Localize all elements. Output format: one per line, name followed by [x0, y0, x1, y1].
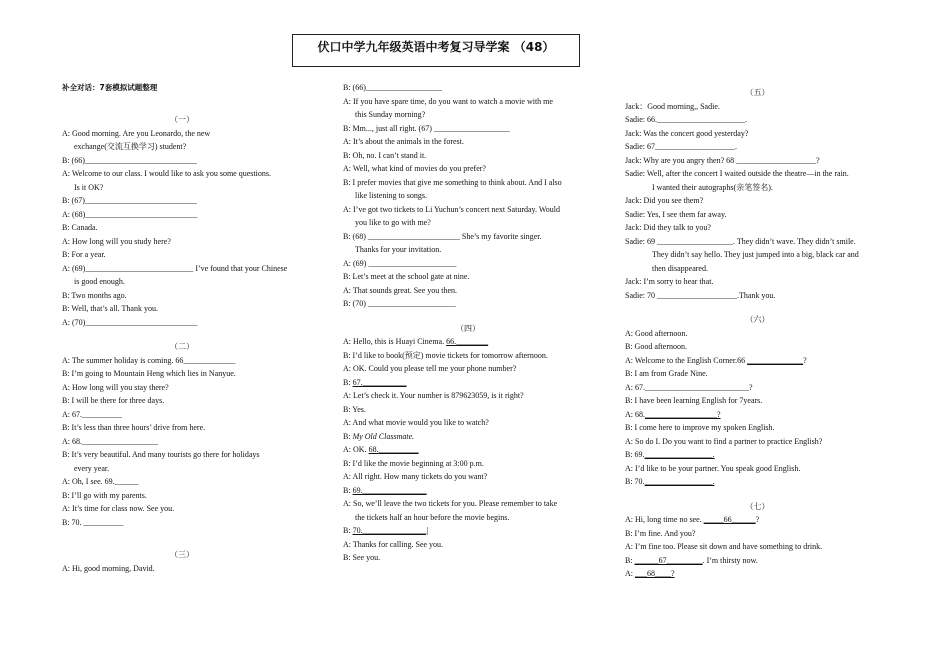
dialogue-line: B: ______67_________. I’m thirsty now. [625, 555, 758, 565]
dialogue-line: Jack: Was the concert good yesterday? [625, 128, 749, 138]
dialogue-line: Jack: Did they talk to you? [625, 223, 711, 232]
dialogue-line: I wanted their autographs(亲笔签名). [652, 182, 773, 192]
dialogue-line: B: (67)____________________________ [62, 196, 197, 205]
dialogue-line: A: Welcome to the English Corner.66 ______________? [625, 355, 807, 365]
dialogue-line: A: (69) ______________________ [343, 258, 457, 268]
dialogue-line: is good enough. [74, 277, 125, 286]
dialogue-line: Thanks for your invitation. [355, 245, 442, 254]
dialogue-line: B: Canada. [62, 223, 98, 232]
dialogue-line: Jack: Why are you angry then? 68 ____________________? [625, 155, 820, 165]
dialogue-line: Jack: I’m sorry to hear that. [625, 277, 714, 286]
section-heading: （二） [170, 342, 194, 351]
dialogue-line: A: OK. 68.__________ [343, 445, 419, 454]
dialogue-line: A: It’s time for class now. See you. [62, 504, 175, 513]
dialogue-line: B: It’s less than three hours’ drive from here. [62, 423, 206, 432]
dialogue-line: exchange(交流互换学习) student? [74, 142, 187, 151]
dialogue-line: B: I prefer movies that give me something to think about. And I also [343, 177, 562, 187]
column-3 [625, 81, 890, 581]
dialogue-line: A: Hi, long time no see. _____66______? [625, 515, 760, 524]
dialogue-line: Jack：Good morning,, Sadie. [625, 101, 720, 111]
intro-heading: 补全对话：7套模拟试题整理 [62, 83, 158, 92]
dialogue-line: A: I’m fine too. Please sit down and have something to drink. [625, 542, 823, 551]
dialogue-line: B: I’d like to book(预定) movie tickets for tomorrow afternoon. [343, 350, 548, 360]
dialogue-line: Sadie: Yes, I see them far away. [625, 209, 727, 219]
dialogue-line: A: Well, what kind of movies do you prefer? [343, 164, 486, 173]
dialogue-line: B: Good afternoon. [625, 342, 687, 351]
dialogue-line: A: I’ve got two tickets to Li Yuchun’s concert next Saturday. Would [343, 204, 561, 214]
dialogue-line: B: (66)___________________ [343, 83, 442, 92]
dialogue-line: B: (68) _______________________ She’s my favorite singer. [343, 231, 542, 241]
column-2 [343, 81, 593, 565]
dialogue-line: Sadie: 69 ___________________. They didn’t wave. They didn’t smile. [625, 236, 856, 246]
section-heading: （四） [456, 323, 480, 333]
dialogue-line: They didn’t say hello. They just jumped into a big, black car and [652, 250, 859, 259]
dialogue-line: A: 68.___________________ [62, 436, 158, 446]
dialogue-line: Is it OK? [74, 182, 104, 192]
dialogue-line: A: 68.__________________? [625, 409, 721, 419]
dialogue-line: this Sunday morning? [355, 110, 426, 119]
dialogue-line: A: Good morning. Are you Leonardo, the new [62, 128, 211, 138]
dialogue-line: Sadie: Well, after the concert I waited outside the theatre—in the rain. [625, 169, 849, 178]
dialogue-line: A: (68)____________________________ [62, 209, 198, 219]
dialogue-line: B: Well, that’s all. Thank you. [62, 304, 158, 313]
dialogue-line: you like to go with me? [355, 218, 431, 227]
dialogue-line: B: 69.________________ [343, 485, 427, 495]
section-heading: （七） [745, 501, 770, 511]
dialogue-line: the tickets half an hour before the movie begins. [355, 512, 510, 522]
dialogue-line: B: (66)____________________________ [62, 155, 197, 165]
dialogue-line: A: How long will you stay there? [62, 382, 169, 392]
dialogue-line: B: I’m fine. And you? [625, 528, 696, 538]
dialogue-line: A: ___68____? [625, 569, 675, 578]
dialogue-line: A: If you have spare time, do you want to watch a movie with me [343, 96, 553, 106]
dialogue-line: A: OK. Could you please tell me your phone number? [343, 364, 517, 373]
column-1 [62, 81, 302, 575]
dialogue-line: A: So do I. Do you want to find a partner to practice English? [625, 436, 823, 446]
dialogue-line: A: The summer holiday is coming. 66_____________ [62, 355, 236, 365]
dialogue-line: B: Oh, no. I can’t stand it. [343, 150, 427, 160]
dialogue-line: B: I’m going to Mountain Heng which lies in Nanyue. [62, 369, 236, 378]
section-heading: （六） [745, 315, 770, 324]
dialogue-line: A: Good afternoon. [625, 328, 688, 338]
dialogue-line: B: Let’s meet at the school gate at nine. [343, 272, 470, 281]
dialogue-line: A: Hi, good morning, David. [62, 563, 155, 573]
dialogue-line: A: It’s about the animals in the forest. [343, 137, 464, 146]
title-box [292, 34, 580, 67]
dialogue-line: B: 69._________________. [625, 450, 715, 459]
dialogue-line: A: (70)____________________________ [62, 317, 198, 327]
dialogue-line: Sadie: 67____________________. [625, 142, 737, 151]
dialogue-line: A: (69)___________________________ I’ve found that your Chinese [62, 263, 288, 273]
dialogue-line: A: How long will you study here? [62, 236, 171, 246]
dialogue-line: B: My Old Classmate. [343, 431, 415, 441]
page-title: 伏口中学九年级英语中考复习导学案 （48） [317, 40, 555, 54]
dialogue-line: A: And what movie would you like to watch? [343, 418, 489, 427]
dialogue-line: A: All right. How many tickets do you want? [343, 472, 488, 481]
dialogue-line: B: I am from Grade Nine. [625, 369, 708, 378]
dialogue-line: like listening to songs. [355, 191, 427, 200]
dialogue-line: B: It’s very beautiful. And many tourists go there for holidays [62, 450, 260, 459]
dialogue-line: A: I’d like to be your partner. You speak good English. [625, 463, 801, 473]
dialogue-line: B: (70) ______________________ [343, 299, 456, 308]
dialogue-line: B: Yes. [343, 404, 366, 414]
dialogue-line: B: 70._________________. [625, 477, 715, 486]
dialogue-line: B: I’d like the movie beginning at 3:00 p.m. [343, 458, 484, 468]
section-heading: （一） [170, 115, 194, 124]
dialogue-line: B: I have been learning English for 7years. [625, 396, 763, 405]
dialogue-line: Sadie: 66.______________________. [625, 115, 747, 124]
dialogue-line: B: See you. [343, 553, 381, 562]
dialogue-line: A: That sounds great. See you then. [343, 285, 458, 295]
dialogue-line: A: 67.__________________________? [625, 382, 753, 392]
dialogue-line: Jack: Did you see them? [625, 196, 704, 205]
section-heading: （五） [745, 88, 770, 97]
dialogue-line: A: 67.__________ [62, 409, 122, 419]
dialogue-line: A: Oh, I see. 69.______ [62, 477, 139, 486]
dialogue-line: then disappeared. [652, 263, 708, 273]
dialogue-line: every year. [74, 463, 110, 473]
dialogue-line: Sadie: 70 ____________________.Thank you. [625, 290, 776, 300]
dialogue-line: B: 70.________________| [343, 526, 429, 535]
dialogue-line: B: For a year. [62, 250, 106, 259]
dialogue-line: B: I come here to improve my spoken English. [625, 423, 775, 432]
dialogue-line: A: So, we’ll leave the two tickets for you. Please remember to take [343, 499, 558, 508]
dialogue-line: B: 67.___________ [343, 377, 407, 387]
dialogue-line: B: 70. __________ [62, 517, 124, 527]
dialogue-line: A: Welcome to our class. I would like to ask you some questions. [62, 169, 271, 178]
dialogue-line: A: Thanks for calling. See you. [343, 539, 444, 549]
dialogue-line: B: Mm..., just all right. (67) ___________________ [343, 123, 510, 133]
section-heading: （三） [170, 550, 194, 559]
dialogue-line: B: I will be there for three days. [62, 396, 165, 405]
dialogue-line: A: Hello, this is Huayi Cinema. 66.________ [343, 337, 489, 346]
dialogue-line: B: Two months ago. [62, 290, 127, 300]
dialogue-line: A: Let’s check it. Your number is 879623059, is it right? [343, 391, 524, 400]
dialogue-line: B: I’ll go with my parents. [62, 490, 147, 500]
